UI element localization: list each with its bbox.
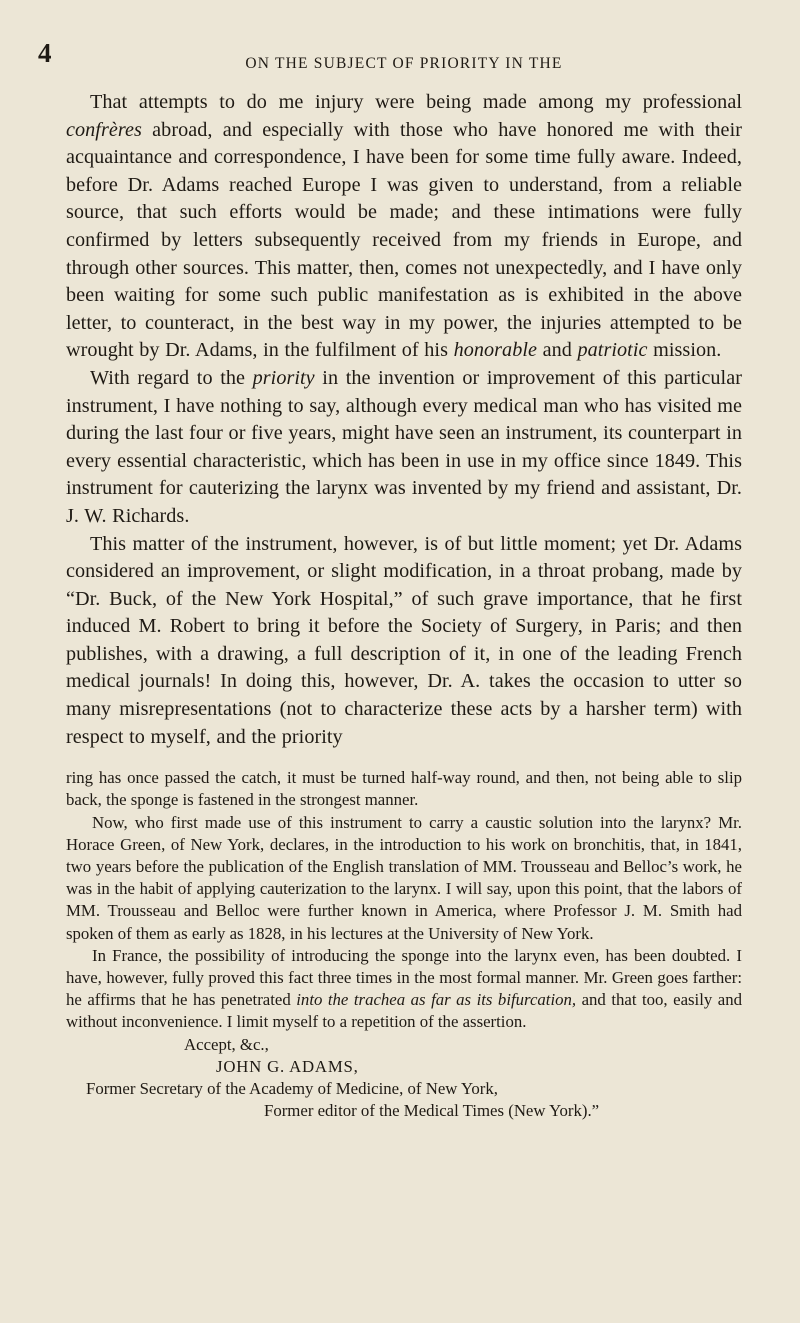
emphasis-confreres: confrères [66,118,142,141]
page-header [38,0,742,74]
running-head: ON THE SUBJECT OF PRIORITY IN THE [245,55,563,72]
signature-block [66,1034,742,1123]
signature-title-2: Former editor of the Medical Times (New York).” [264,1101,600,1121]
emphasis-honorable: honorable [453,339,538,362]
signature-closing: Accept, &c., [184,1034,269,1054]
emphasis-priority: priority [252,366,315,389]
page-number: 4 [38,38,52,68]
signature-name: JOHN G. ADAMS, [216,1056,359,1076]
quote-paragraph-3: In France, the possibility of introducing the sponge into the larynx even, has been doubted. I have, however, fully proved this fact three times in the most formal manner. Mr. Green goes farther: he affirms that he has penetrated into the trachea as far as its bifurcation, and that too, easily and without inconvenience. I limit myself to a repetition of the assertion. [66,945,743,1032]
quote-paragraph-2: Now, who first made use of this instrument to carry a caustic solution into the larynx? Mr. Horace Green, of New York, declares, in the introduction to his work on bronchitis, that, in 1841, two years before the publication of the English translation of MM. Trousseau and Belloc’s work, he was in the habit of applying cauterization to the larynx. I will say, upon this point, that the labors of MM. Trousseau and Belloc were further known in America, where Professor J. M. Smith had spoken of them as early as 1828, in his lectures at the University of New York. [66,812,742,943]
emphasis-trachea: into the trachea as far as its bifurcation, [296,990,577,1010]
quoted-letter [66,767,742,1122]
paragraph-2: With regard to the priority in the invention or improvement of this particular instrument, I have nothing to say, although every medical man who has visited me during the last four or five years, might have seen an instrument, its counterpart in every essential characteristic, which has been in use in my office since 1849. This instrument for cauterizing the larynx was invented by my friend and assistant, Dr. J. W. Richards. [66,366,742,527]
emphasis-patriotic: patriotic [577,339,648,362]
paragraph-3: This matter of the instrument, however, is of but little moment; yet Dr. Adams considered an improvement, or slight modification, in a throat probang, made by “Dr. Buck, of the New York Hospital,” of such grave importance, that he first induced M. Robert to bring it before the Society of Surgery, in Paris; and then publishes, with a drawing, a full description of it, in one of the leading French medical journals! In doing this, however, Dr. A. takes the occasion to utter so many misrepresentations (not to characterize these acts by a harsher term) with respect to myself, and the priority [66,532,742,748]
main-text [66,74,742,751]
quote-paragraph-1: ring has once passed the catch, it must be turned half-way round, and then, not being able to slip back, the sponge is fastened in the strongest manner. [66,768,742,810]
signature-title-1: Former Secretary of the Academy of Medicine, of New York, [86,1079,498,1099]
paragraph-1: That attempts to do me injury were being made among my professional confrères abroad, and especially with those who have honored me with their acquaintance and correspondence, I have been for some time fully aware. Indeed, before Dr. Adams reached Europe I was given to understand, from a reliable source, that such efforts would be made; and these intimations were fully confirmed by letters subsequently received from my friends in Europe, and through other sources. This matter, then, comes not unexpectedly, and I have only been waiting for some such public manifestation as is exhibited in the above letter, to counteract, in the best way in my power, the injuries attempted to be wrought by Dr. Adams, in the fulfilment of his honorable and patriotic mission. [66,91,742,362]
